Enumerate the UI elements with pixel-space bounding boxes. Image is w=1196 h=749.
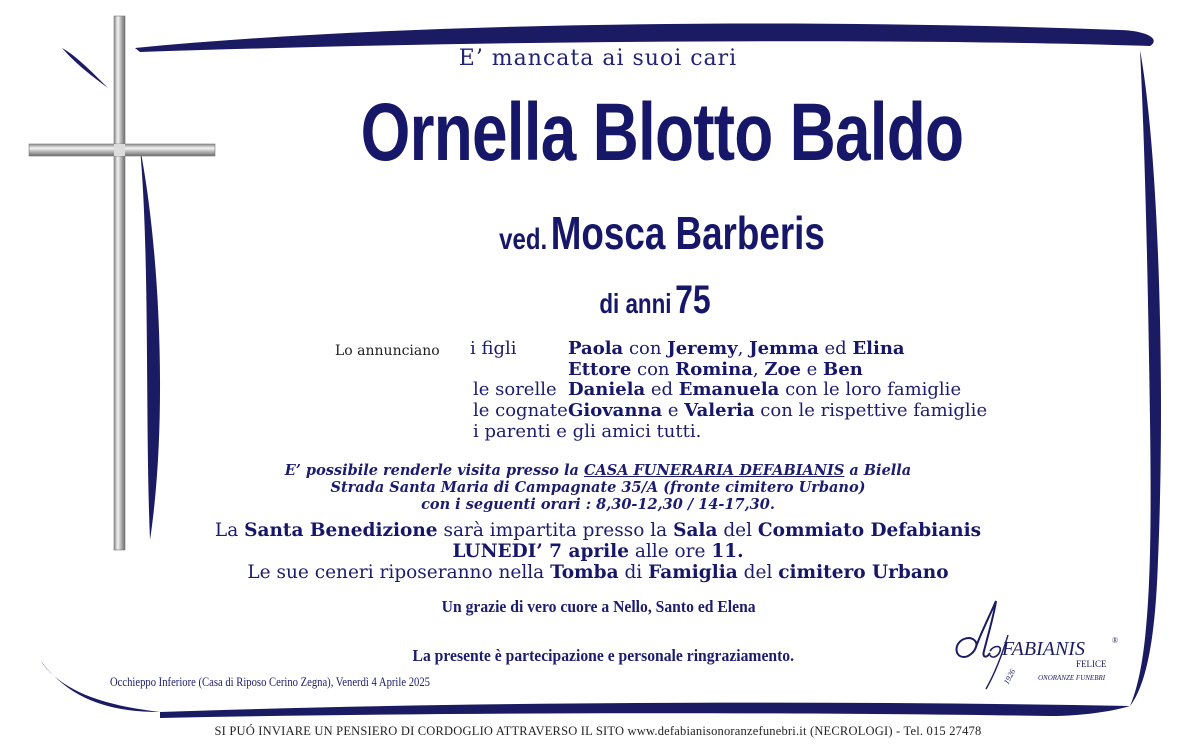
visit-info bbox=[0, 462, 1196, 513]
place-date: Occhieppo Inferiore (Casa di Riposo Cerino Zegna), Venerdì 4 Aprile 2025 bbox=[110, 675, 430, 689]
blessing-line: LUNEDI’ 7 aprile alle ore 11. bbox=[452, 541, 744, 562]
logo-felice: FELICE bbox=[1076, 659, 1107, 669]
family-members: Daniela ed Emanuela con le loro famiglie bbox=[568, 379, 962, 400]
age-value: 75 bbox=[675, 278, 711, 322]
acknowledgement-line: La presente è partecipazione e personale ringraziamento. bbox=[412, 646, 795, 665]
blessing-line: Le sue ceneri riposeranno nella Tomba di Famiglia del cimitero Urbano bbox=[247, 562, 949, 583]
thanks-line: Un grazie di vero cuore a Nello, Santo ed Elena bbox=[441, 597, 756, 616]
family-members: Ettore con Romina, Zoe e Ben bbox=[568, 359, 863, 380]
widow-prefix: ved. bbox=[499, 223, 548, 256]
visit-line-3: con i seguenti orari : 8,30-12,30 / 14-17,30. bbox=[421, 496, 775, 513]
family-members: Paola con Jeremy, Jemma ed Elina bbox=[568, 338, 905, 359]
age-prefix: di anni bbox=[599, 288, 672, 319]
family-relation: le cognate bbox=[473, 400, 568, 421]
footer-note: SI PUÓ INVIARE UN PENSIERO DI CORDOGLIO ATTRAVERSO IL SITO www.defabianisonoranzefunebri.it (NECROLOGI) - Tel. 015 27478 bbox=[214, 724, 982, 738]
defabianis-logo bbox=[950, 595, 1125, 690]
widow-name: Mosca Barberis bbox=[550, 207, 825, 259]
visit-line-1: E’ possibile renderle visita presso la CASA FUNERARIA DEFABIANIS a Biella bbox=[284, 462, 912, 479]
announce-label: Lo annunciano bbox=[335, 343, 440, 359]
logo-brand: FABIANIS bbox=[1002, 638, 1085, 660]
widow-line bbox=[132, 206, 1191, 260]
deceased-name: Ornella Blotto Baldo bbox=[360, 87, 964, 178]
blessing-line: La Santa Benedizione sarà impartita presso la Sala del Commiato Defabianis bbox=[214, 520, 982, 541]
family-relation: le sorelle bbox=[473, 379, 557, 400]
family-relation: i parenti e gli amici tutti. bbox=[473, 421, 702, 442]
logo-registered: ® bbox=[1112, 636, 1119, 645]
logo-year: 1926 bbox=[1001, 667, 1018, 686]
intro-line: E’ mancata ai suoi cari bbox=[458, 46, 738, 71]
funeral-home-name: CASA FUNERARIA DEFABIANIS bbox=[583, 462, 845, 479]
blessing-info bbox=[0, 520, 1196, 583]
family-relation: i figli bbox=[470, 338, 517, 359]
family-members: Giovanna e Valeria con le rispettive famiglie bbox=[568, 400, 988, 421]
visit-line-2: Strada Santa Maria di Campagnate 35/A (fronte cimitero Urbano) bbox=[330, 479, 866, 496]
age-line bbox=[131, 278, 1179, 323]
logo-tagline: ONORANZE FUNEBRI bbox=[1038, 674, 1106, 682]
